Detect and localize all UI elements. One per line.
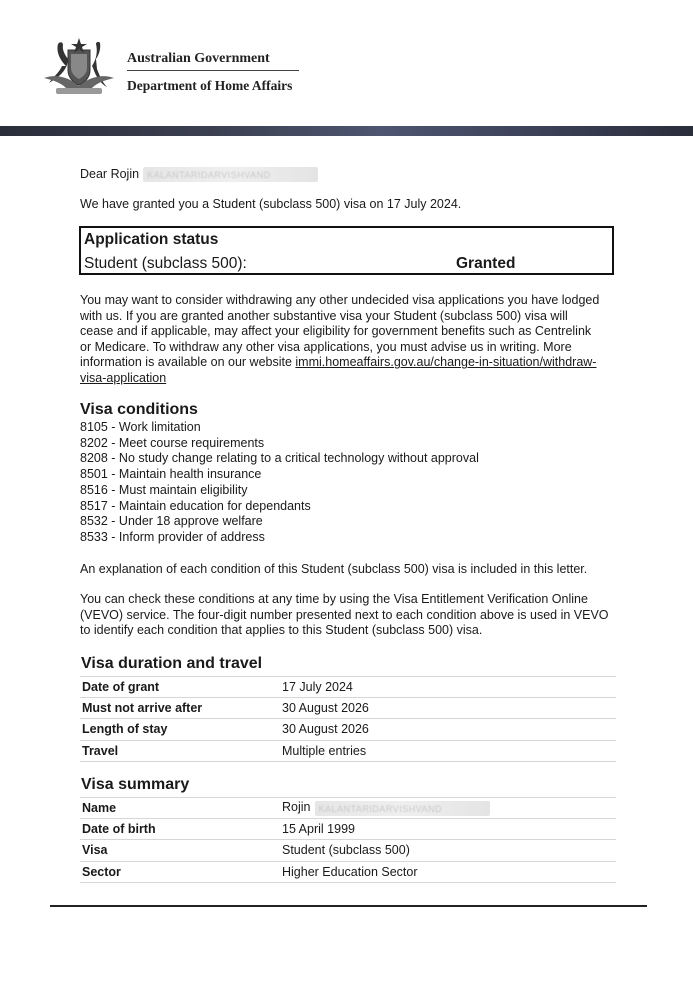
table-row	[80, 719, 616, 740]
row-value	[280, 798, 616, 819]
visa-conditions-list	[80, 420, 479, 546]
application-status-title: Application status	[84, 231, 219, 248]
visa-summary-table	[80, 797, 616, 883]
condition-item: 8208 - No study change relating to a critical technology without approval	[80, 451, 479, 466]
row-value: Higher Education Sector	[280, 861, 616, 882]
table-row	[80, 840, 616, 861]
condition-item: 8105 - Work limitation	[80, 420, 201, 434]
redacted-surname: KALANTARIDARVISHVAND	[143, 167, 318, 182]
visa-duration-table	[80, 676, 616, 762]
row-label: Must not arrive after	[80, 698, 280, 719]
salutation-text: Dear Rojin	[80, 167, 140, 181]
row-label: Date of birth	[80, 819, 280, 840]
condition-item: 8516 - Must maintain eligibility	[80, 482, 248, 497]
row-label: Name	[80, 798, 280, 819]
row-value: Student (subclass 500)	[280, 840, 616, 861]
granted-sentence: We have granted you a Student (subclass 500) visa on 17 July 2024.	[80, 197, 462, 211]
vevo-paragraph: You can check these conditions at any time by using the Visa Entitlement Verification Online (VEVO) service. The four-digit number presented next to each condition above is used in VEVO to identify each condition that applies to this Student (subclass 500) visa.	[80, 592, 609, 638]
row-label: Date of grant	[80, 677, 280, 698]
table-row	[80, 861, 616, 882]
letterhead	[0, 0, 693, 126]
application-status-visa: Student (subclass 500):	[84, 255, 247, 272]
visa-summary-title: Visa summary	[81, 776, 190, 793]
salutation	[80, 167, 318, 183]
table-row	[80, 698, 616, 719]
row-value: 30 August 2026	[280, 719, 616, 740]
row-value: Multiple entries	[280, 740, 616, 761]
letterhead-divider	[127, 70, 299, 71]
condition-item: 8202 - Meet course requirements	[80, 435, 265, 450]
application-status-value: Granted	[456, 255, 516, 272]
row-value: 30 August 2026	[280, 698, 616, 719]
redacted-surname: KALANTARIDARVISHVAND	[315, 801, 490, 816]
withdraw-paragraph	[80, 293, 600, 387]
table-row	[80, 819, 616, 840]
government-name: Australian Government	[127, 51, 270, 66]
row-label: Sector	[80, 861, 280, 882]
application-status-box	[79, 226, 614, 275]
condition-item: 8533 - Inform provider of address	[80, 529, 265, 544]
visa-conditions-title: Visa conditions	[80, 401, 198, 418]
table-row	[80, 798, 616, 819]
header-band	[0, 126, 693, 136]
coat-of-arms-icon	[38, 36, 120, 98]
department-name: Department of Home Affairs	[127, 78, 293, 93]
withdraw-link[interactable]: immi.homeaffairs.gov.au/change-in-situation/withdraw-visa-application	[80, 355, 597, 385]
row-label: Visa	[80, 840, 280, 861]
visa-duration-title: Visa duration and travel	[81, 655, 263, 672]
withdraw-text: You may want to consider withdrawing any other undecided visa applications you have lodged with us. If you are granted another substantive visa your Student (subclass 500) visa will cease and if applicable, may affect your eligibility for government benefits such as Centrelink or Medicare. To withdraw any other visa applications, you must advise us in writing. More information is available on our website	[80, 293, 600, 370]
table-row	[80, 740, 616, 761]
conditions-explanation: An explanation of each condition of this Student (subclass 500) visa is included in this letter.	[80, 562, 588, 576]
condition-item: 8532 - Under 18 approve welfare	[80, 514, 263, 529]
first-name: Rojin	[282, 800, 311, 815]
footer-divider	[50, 905, 647, 907]
row-label: Length of stay	[80, 719, 280, 740]
table-row	[80, 677, 616, 698]
row-label: Travel	[80, 740, 280, 761]
condition-item: 8501 - Maintain health insurance	[80, 467, 262, 482]
row-value: 17 July 2024	[280, 677, 616, 698]
row-value: 15 April 1999	[280, 819, 616, 840]
condition-item: 8517 - Maintain education for dependants	[80, 498, 311, 513]
